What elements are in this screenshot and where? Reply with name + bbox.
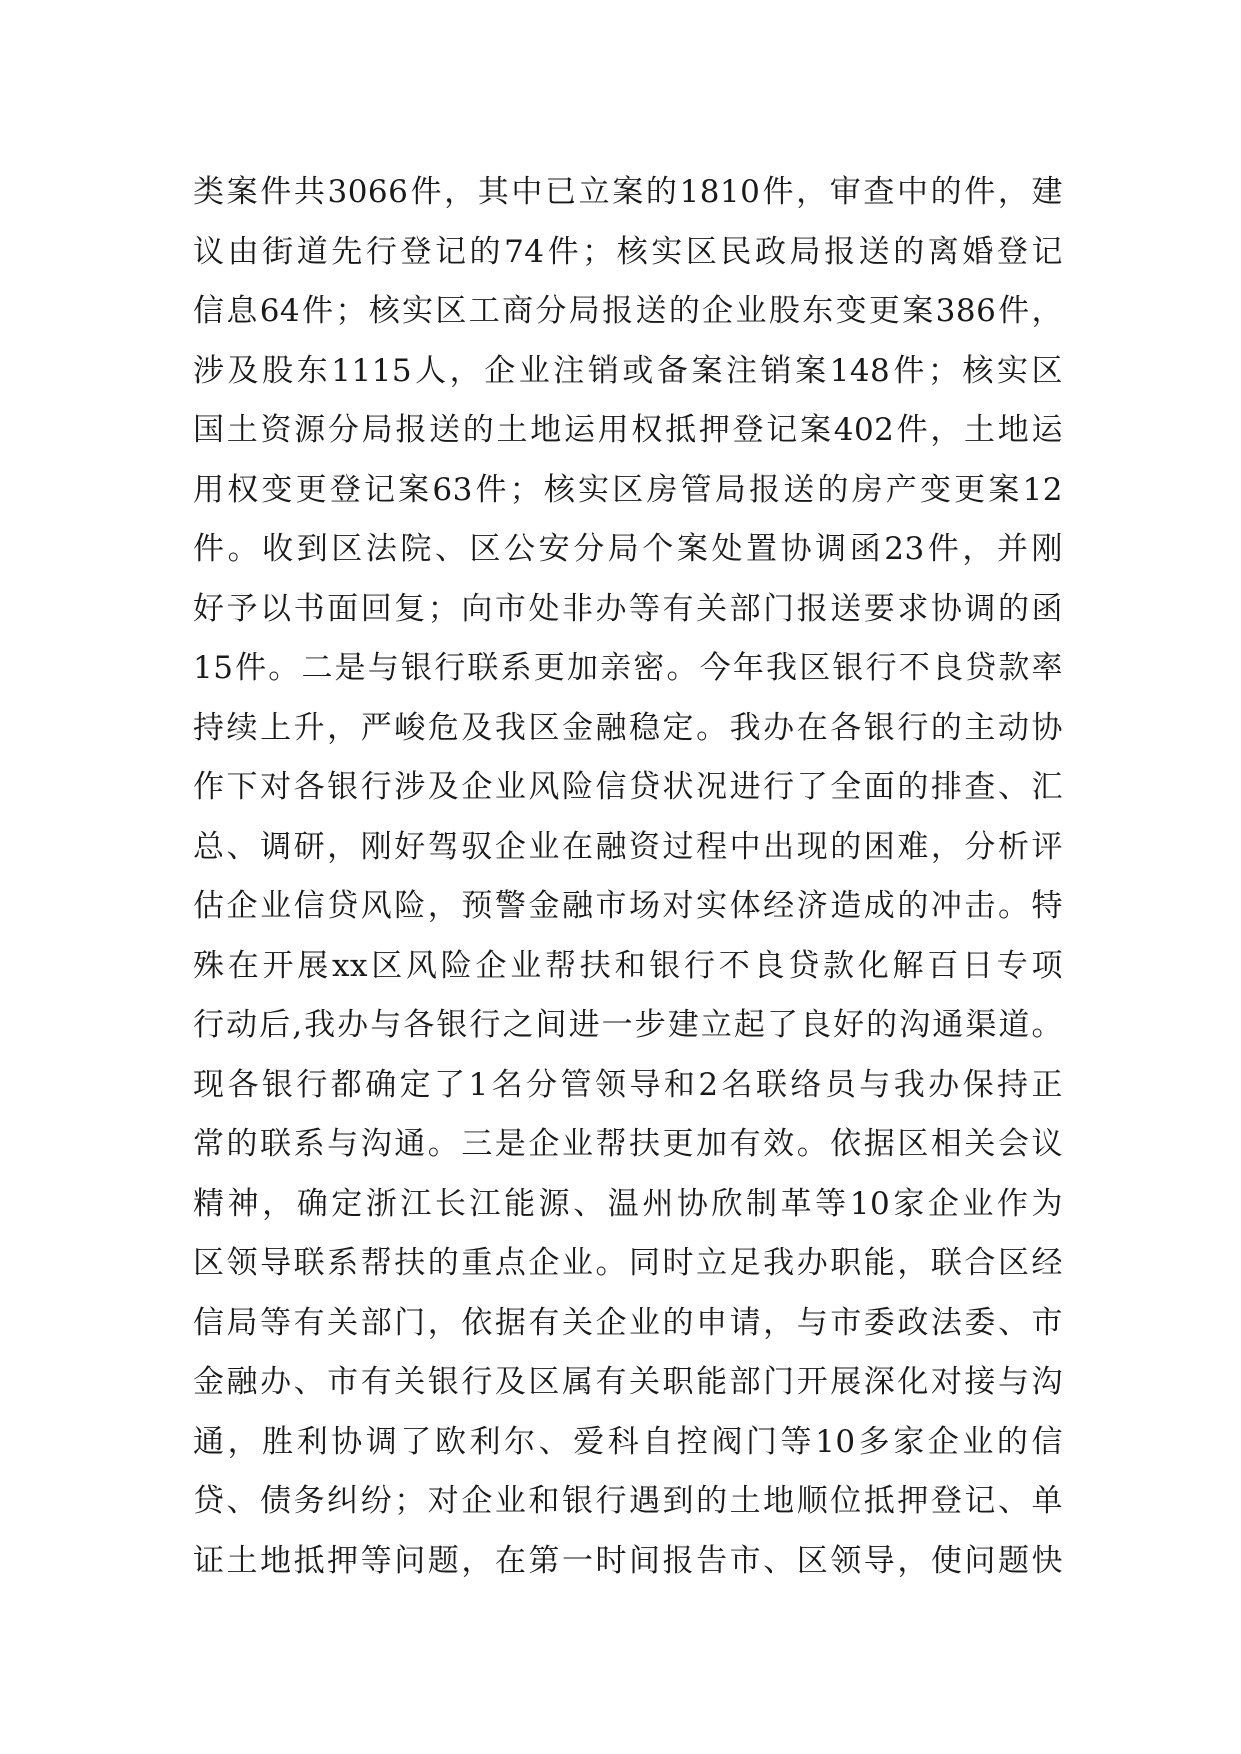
text-line: 好予以书面回复；向市处非办等有关部门报送要求协调的函 bbox=[193, 590, 1063, 627]
text-line: 信局等有关部门，依据有关企业的申请，与市委政法委、市 bbox=[193, 1304, 1063, 1341]
text-line: 现各银行都确定了1名分管领导和2名联络员与我办保持正 bbox=[193, 1066, 1063, 1103]
text-line: 区领导联系帮扶的重点企业。同时立足我办职能，联合区经 bbox=[193, 1245, 1063, 1281]
body-text bbox=[193, 163, 1063, 1591]
text-line: 涉及股东1115人，企业注销或备案注销案148件；核实区 bbox=[193, 352, 1063, 389]
text-line: 金融办、市有关银行及区属有关职能部门开展深化对接与沟 bbox=[193, 1364, 1063, 1400]
text-line: 持续上升，严峻危及我区金融稳定。我办在各银行的主动协 bbox=[193, 709, 1063, 746]
text-line: 估企业信贷风险，预警金融市场对实体经济造成的冲击。特 bbox=[193, 888, 1063, 924]
text-line: 15件。二是与银行联系更加亲密。今年我区银行不良贷款率 bbox=[193, 650, 1063, 686]
text-line: 常的联系与沟通。三是企业帮扶更加有效。依据区相关会议 bbox=[193, 1126, 1063, 1162]
text-line: 作下对各银行涉及企业风险信贷状况进行了全面的排查、汇 bbox=[193, 769, 1063, 805]
text-line: 类案件共3066件，其中已立案的1810件，审查中的件，建 bbox=[193, 174, 1063, 210]
text-line: 行动后,我办与各银行之间进一步建立起了良好的沟通渠道。 bbox=[193, 1007, 1063, 1043]
text-line: 总、调研，刚好驾驭企业在融资过程中出现的困难，分析评 bbox=[193, 828, 1063, 865]
text-line: 件。收到区法院、区公安分局个案处置协调函23件，并刚 bbox=[193, 531, 1063, 567]
text-line: 用权变更登记案63件；核实区房管局报送的房产变更案12 bbox=[193, 471, 1063, 508]
text-line: 通，胜利协调了欧利尔、爱科自控阀门等10多家企业的信 bbox=[193, 1423, 1063, 1460]
text-line: 证土地抵押等问题，在第一时间报告市、区领导，使问题快 bbox=[193, 1542, 1063, 1579]
text-line: 精神，确定浙江长江能源、温州协欣制革等10家企业作为 bbox=[193, 1185, 1063, 1222]
text-line: 信息64件；核实区工商分局报送的企业股东变更案386件， bbox=[193, 293, 1063, 329]
text-line: 殊在开展xx区风险企业帮扶和银行不良贷款化解百日专项 bbox=[193, 947, 1063, 984]
text-line: 议由街道先行登记的74件；核实区民政局报送的离婚登记 bbox=[193, 233, 1063, 270]
text-line: 国土资源分局报送的土地运用权抵押登记案402件，土地运 bbox=[193, 412, 1063, 448]
text-line: 贷、债务纠纷；对企业和银行遇到的土地顺位抵押登记、单 bbox=[193, 1483, 1063, 1519]
